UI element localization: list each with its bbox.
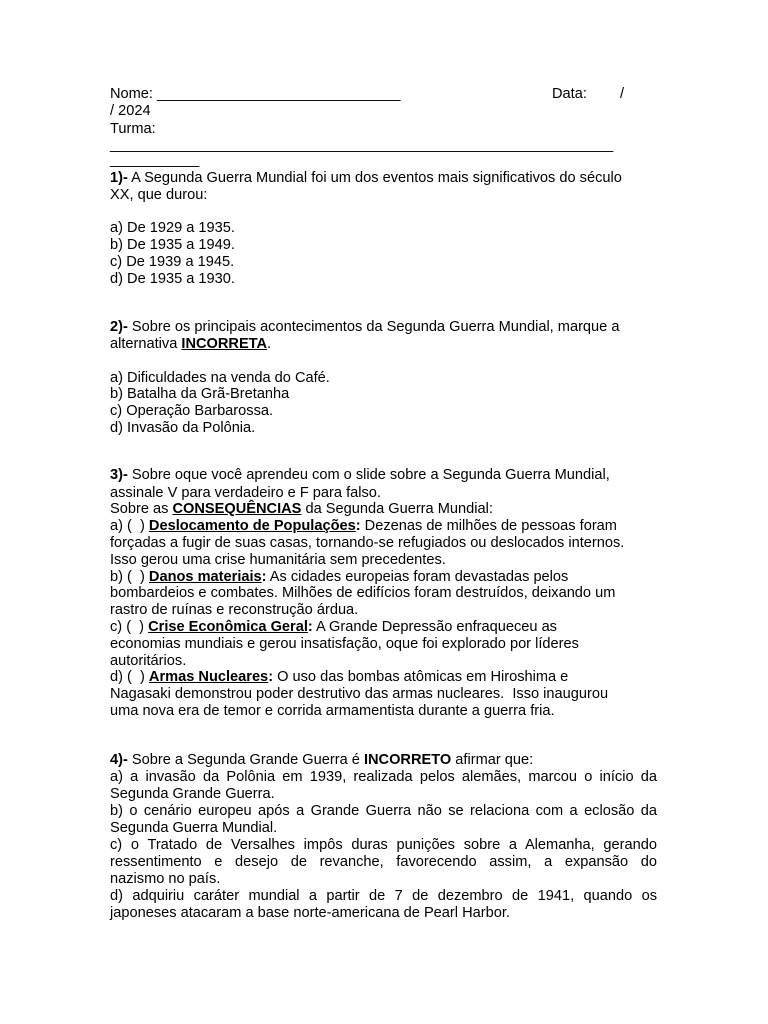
q4-option-c-line3: nazismo no país. [110, 871, 221, 887]
q2-option-b: b) Batalha da Grã-Bretanha [110, 386, 290, 402]
q3-item-c-line1: c) ( ) Crise Econômica Geral: A Grande Depressão enfraqueceu as [110, 619, 557, 635]
q1-option-b: b) De 1935 a 1949. [110, 237, 235, 253]
header-name-line [110, 86, 401, 103]
q4-option-d-line1: d) adquiriu caráter mundial a partir de 7 de dezembro de 1941, quando os [110, 888, 657, 904]
date-label: Data: [552, 86, 587, 102]
q1-option-a: a) De 1929 a 1935. [110, 220, 235, 236]
class-underline-1: ______________________________________________________________ [110, 137, 614, 153]
q4-option-d-line2: japoneses atacaram a base norte-americana de Pearl Harbor. [110, 905, 510, 921]
name-label: Nome: ______________________________ [110, 86, 401, 102]
q3-stem-line3: Sobre as CONSEQUÊNCIAS da Segunda Guerra Mundial: [110, 501, 493, 517]
q4-number: 4)- [110, 752, 128, 768]
q2-incorreta-emphasis: INCORRETA [181, 336, 268, 352]
q3-item-c-line3: autoritários. [110, 653, 187, 669]
q4-option-b-line1: b) o cenário europeu após a Grande Guerra não se relaciona com a eclosão da [110, 803, 657, 819]
q3-number: 3)- [110, 467, 128, 483]
class-label: Turma: [110, 121, 156, 137]
class-underline-2: ___________ [110, 152, 200, 168]
q3-item-b-line3: rastro de ruínas e reconstrução árdua. [110, 602, 359, 618]
q1-option-c: c) De 1939 a 1945. [110, 254, 235, 270]
q3-item-d-line2: Nagasaki demonstrou poder destrutivo das armas nucleares. Isso inaugurou [110, 686, 609, 702]
q3-item-b-line2: bombardeios e combates. Milhões de edifícios foram destruídos, deixando um [110, 585, 616, 601]
q2-stem-line1: 2)- Sobre os principais acontecimentos da Segunda Guerra Mundial, marque a [110, 319, 620, 335]
q4-option-a-line2: Segunda Grande Guerra. [110, 786, 275, 802]
q2-number: 2)- [110, 319, 128, 335]
date-year: / 2024 [110, 103, 151, 119]
q4-option-b-line2: Segunda Guerra Mundial. [110, 820, 278, 836]
q3-stem-line2: assinale V para verdadeiro e F para falso. [110, 485, 381, 501]
q2-stem-line2: alternativa INCORRETA. [110, 336, 272, 352]
q3-item-a-line3: Isso gerou uma crise humanitária sem precedentes. [110, 552, 446, 568]
q3-item-b-line1: b) ( ) Danos materiais: As cidades europeias foram devastadas pelos [110, 569, 569, 585]
date-slash: / [620, 86, 625, 102]
q2-option-c: c) Operação Barbarossa. [110, 403, 274, 419]
q4-option-a-line1: a) a invasão da Polônia em 1939, realizada pelos alemães, marcou o início da [110, 769, 657, 785]
q1-stem-line1: 1)- A Segunda Guerra Mundial foi um dos eventos mais significativos do século [110, 170, 622, 186]
q1-number: 1)- [110, 170, 128, 186]
q2-option-d: d) Invasão da Polônia. [110, 420, 256, 436]
q3-item-b-title: Danos materiais [148, 569, 262, 585]
q4-stem: 4)- Sobre a Segunda Grande Guerra é INCORRETO afirmar que: [110, 752, 534, 768]
q3-item-d-title: Armas Nucleares [148, 669, 269, 685]
q3-item-c-line2: economias mundiais e gerou insatisfação, oque foi explorado por líderes [110, 636, 579, 652]
q3-consequencias-emphasis: CONSEQUÊNCIAS [172, 501, 302, 517]
q3-item-c-title: Crise Econômica Geral [148, 619, 308, 635]
q3-item-a-line1: a) ( ) Deslocamento de Populações: Dezenas de milhões de pessoas foram [110, 518, 617, 534]
q4-incorreto-emphasis: INCORRETO [363, 752, 452, 768]
q3-item-d-line3: uma nova era de temor e corrida armamentista durante a guerra fria. [110, 703, 555, 719]
q3-stem-line1: 3)- Sobre oque você aprendeu com o slide sobre a Segunda Guerra Mundial, [110, 467, 610, 483]
q2-option-a: a) Dificuldades na venda do Café. [110, 370, 330, 386]
q3-item-a-title: Deslocamento de Populações [148, 518, 356, 534]
q3-item-d-line1: d) ( ) Armas Nucleares: O uso das bombas atômicas em Hiroshima e [110, 669, 569, 685]
q1-stem-line2: XX, que durou: [110, 187, 208, 203]
q4-option-c-line2: ressentimento e desejo de revanche, favorecendo assim, a expansão do [110, 854, 657, 870]
q1-option-d: d) De 1935 a 1930. [110, 271, 235, 287]
q3-item-a-line2: forçadas a fugir de suas casas, tornando-se refugiados ou deslocados internos. [110, 535, 625, 551]
q4-option-c-line1: c) o Tratado de Versalhes impôs duras punições sobre a Alemanha, gerando [110, 837, 657, 853]
